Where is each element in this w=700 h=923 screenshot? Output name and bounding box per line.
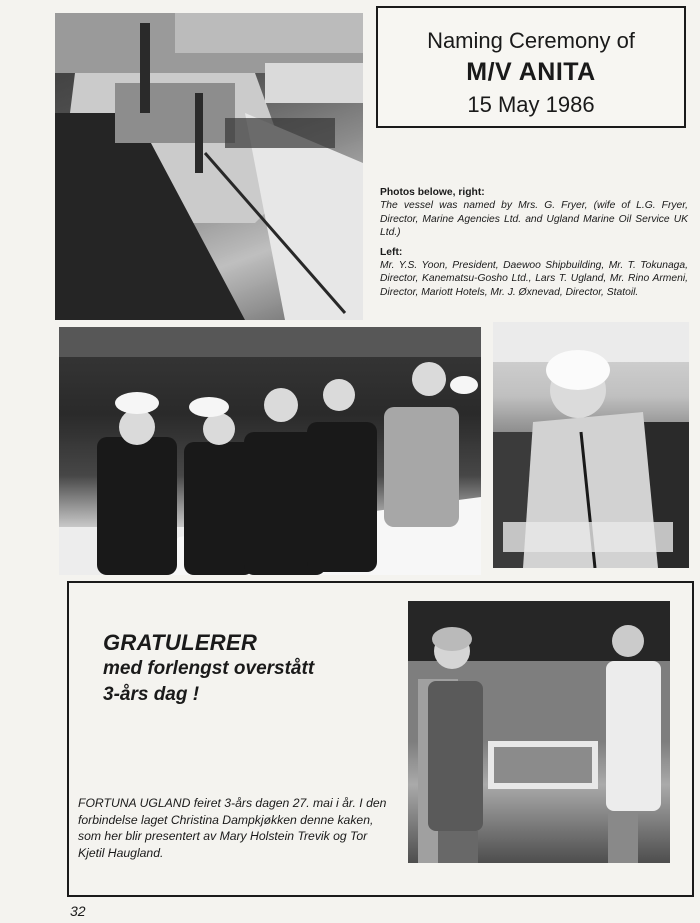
greeting-heading — [103, 630, 314, 708]
title-line-1: Naming Ceremony of — [427, 28, 635, 53]
ship-photo — [55, 13, 363, 320]
caption-right-heading: Photos belowe, right: — [380, 187, 485, 198]
anniversary-story: FORTUNA UGLAND feiret 3-års dagen 27. mai i år. I den forbindelse laget Christina Dampkjøkken denne kaken, som her blir presentert av Mary Holstein Trevik og Tor Kjetil Haugland. — [78, 796, 387, 860]
ceremony-date: 15 May 1986 — [467, 92, 595, 117]
caption-right-text: The vessel was named by Mrs. G. Fryer, (wife of L.G. Fryer, Director, Marine Agencies Ltd. and Ugland Marine Oil Service UK Ltd.) — [380, 200, 688, 239]
sponsor-photo — [493, 322, 689, 568]
cake-photo — [408, 601, 670, 863]
title-box — [376, 6, 686, 128]
greeting-line-3: 3-års dag ! — [103, 684, 200, 705]
caption-left-text: Mr. Y.S. Yoon, President, Daewoo Shipbuilding, Mr. T. Tokunaga, Director, Kanematsu-Gosho Ltd., Lars T. Ugland, Mr. Rino Armeni, Director, Mariott Hotels, Mr. J. Øxnevad, Director, Statoil. — [380, 260, 688, 298]
page-number: 32 — [70, 903, 86, 919]
caption-left-heading: Left: — [380, 246, 403, 258]
photo-captions — [380, 186, 688, 305]
greeting-line-2: med forlengst overstått — [103, 658, 315, 679]
greeting-line-1: GRATULERER — [103, 630, 258, 655]
group-photo — [59, 327, 481, 575]
vessel-name: M/V ANITA — [466, 58, 596, 86]
